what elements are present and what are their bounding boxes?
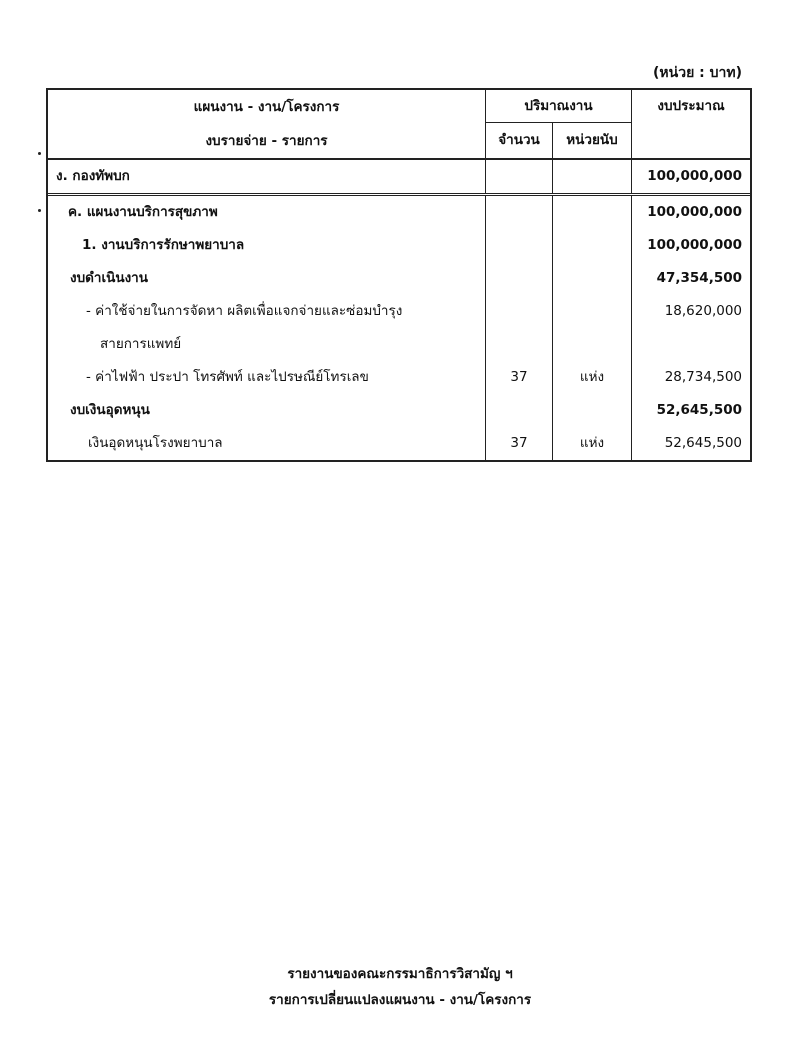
header-amount-label: จำนวน [498, 132, 540, 148]
row-item-label: ค. แผนงานบริการสุขภาพ [68, 204, 218, 220]
row-budget: 18,620,000 [631, 295, 750, 328]
row-unit [552, 262, 631, 295]
row-qty [485, 229, 552, 262]
header-plan-label: แผนงาน - งาน/โครงการ [193, 99, 340, 115]
row-budget: 100,000,000 [631, 229, 750, 262]
header-quantity-label: ปริมาณงาน [486, 90, 631, 123]
row-budget: 100,000,000 [631, 196, 750, 229]
row-unit: แห่ง [552, 361, 631, 394]
table-header [48, 90, 750, 158]
table-row [48, 262, 750, 295]
agency-name: ง. กองทัพบก [56, 168, 130, 184]
row-qty [485, 196, 552, 229]
row-item-label: 1. งานบริการรักษาพยาบาล [82, 237, 245, 253]
header-count-unit-label: หน่วยนับ [552, 123, 631, 158]
budget-table [46, 88, 752, 462]
unit-label: (หน่วย : บาท) [653, 65, 742, 81]
row-unit [552, 295, 631, 328]
row-unit [552, 229, 631, 262]
agency-budget: 100,000,000 [631, 160, 750, 193]
row-budget: 52,645,500 [631, 427, 750, 460]
row-qty [485, 262, 552, 295]
row-budget: 47,354,500 [631, 262, 750, 295]
margin-mark [38, 209, 41, 212]
table-row [48, 328, 750, 361]
header-budget-label: งบประมาณ [631, 90, 750, 158]
header-quantity-cell [485, 90, 631, 158]
agency-qty [485, 160, 552, 193]
row-item-label: สายการแพทย์ [100, 336, 182, 352]
row-qty: 37 [485, 361, 552, 394]
table-row [48, 196, 750, 229]
row-qty [485, 394, 552, 427]
row-qty: 37 [485, 427, 552, 460]
footer-line-2: รายการเปลี่ยนแปลงแผนงาน - งาน/โครงการ [268, 992, 532, 1008]
row-budget [631, 328, 750, 361]
row-qty [485, 295, 552, 328]
row-item-label: งบเงินอุดหนุน [70, 402, 150, 418]
row-item-label: เงินอุดหนุนโรงพยาบาล [88, 435, 223, 451]
row-budget: 52,645,500 [631, 394, 750, 427]
row-item-label: - ค่าไฟฟ้า ประปา โทรศัพท์ และไปรษณีย์โทรเลข [86, 369, 369, 385]
row-unit [552, 196, 631, 229]
margin-mark [38, 152, 41, 155]
table-row [48, 229, 750, 262]
agency-row [48, 158, 750, 193]
table-body [48, 193, 750, 460]
footer-line-1: รายงานของคณะกรรมาธิการวิสามัญ ฯ [287, 966, 513, 982]
table-row [48, 427, 750, 460]
agency-unit [552, 160, 631, 193]
row-item-label: - ค่าใช้จ่ายในการจัดหา ผลิตเพื่อแจกจ่ายและซ่อมบำรุง [86, 303, 403, 319]
header-plan-cell [48, 90, 485, 158]
table-row [48, 295, 750, 328]
row-unit [552, 328, 631, 361]
row-qty [485, 328, 552, 361]
table-row [48, 394, 750, 427]
row-unit: แห่ง [552, 427, 631, 460]
header-item-label: งบรายจ่าย - รายการ [205, 133, 328, 149]
row-unit [552, 394, 631, 427]
row-item-label: งบดำเนินงาน [70, 270, 148, 286]
table-row [48, 361, 750, 394]
row-budget: 28,734,500 [631, 361, 750, 394]
